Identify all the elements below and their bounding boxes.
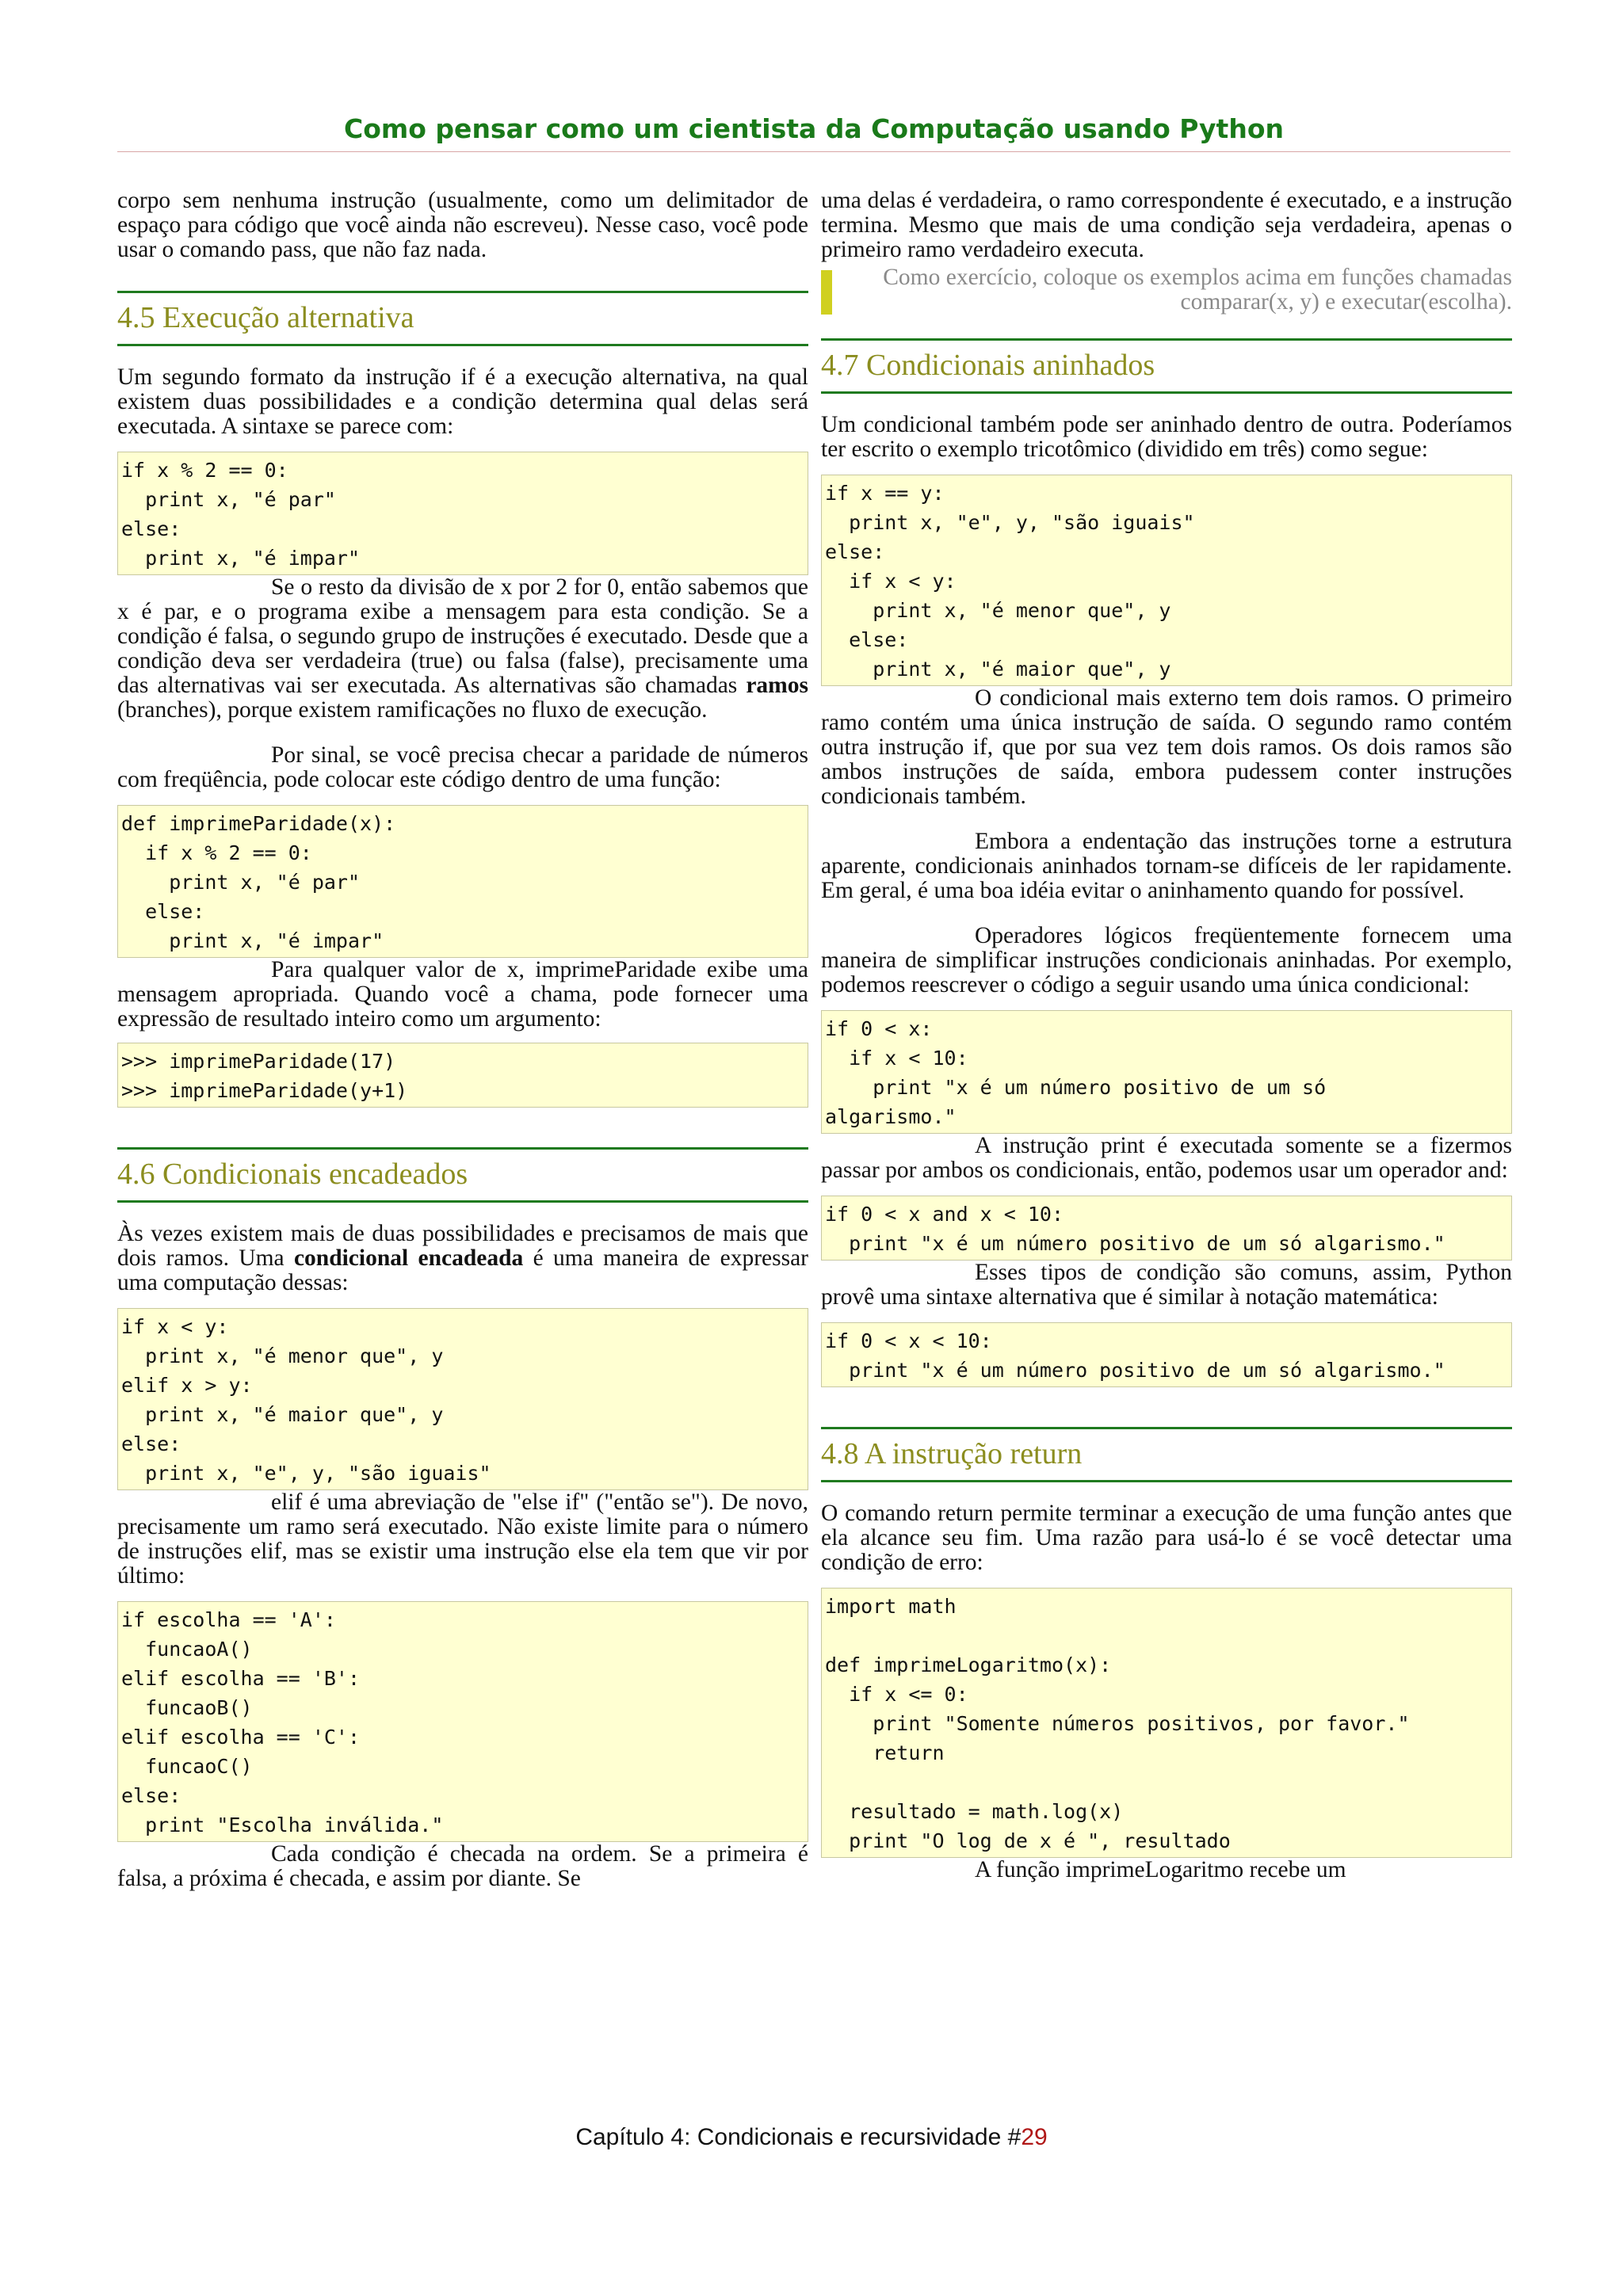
- code-line: print "x é um número positivo de um só algarismo.": [825, 1232, 1445, 1255]
- section-heading-4-7: [821, 338, 1512, 394]
- code-block: [117, 1043, 808, 1108]
- bold-term: condicional encadeada: [293, 1245, 524, 1271]
- paragraph: Embora a endentação das instruções torne a estrutura aparente, condicionais aninhados tornam-se difíceis de ler rapidamente. Em geral, é uma boa idéia evitar o aninhamento quando for possível.: [821, 829, 1512, 903]
- section-title: 4.8 A instrução return: [821, 1437, 1083, 1470]
- section-title: 4.7 Condicionais aninhados: [821, 349, 1155, 382]
- paragraph: uma delas é verdadeira, o ramo correspondente é executado, e a instrução termina. Mesmo que mais de uma condição seja verdadeira, apenas o primeiro ramo verdadeiro executa.: [821, 188, 1512, 262]
- page-footer: [0, 2124, 1623, 2151]
- code-line: elif escolha == 'B':: [121, 1667, 361, 1690]
- quote-bar: [821, 270, 832, 315]
- left-column: [117, 189, 808, 1891]
- code-line: if 0 < x and x < 10:: [825, 1203, 1064, 1226]
- code-line: print x, "é menor que", y: [121, 1344, 444, 1367]
- section-title: 4.6 Condicionais encadeados: [117, 1158, 468, 1191]
- page-number: 29: [1021, 2124, 1048, 2150]
- paragraph: [117, 1222, 808, 1295]
- code-line: if 0 < x:: [825, 1017, 933, 1040]
- code-line: [825, 1768, 1508, 1797]
- code-line: if x % 2 == 0:: [121, 459, 288, 482]
- paragraph: corpo sem nenhuma instrução (usualmente, como um delimitador de espaço para código que você ainda não escreveu). Nesse caso, você pode usar o comando pass, que não faz nada.: [117, 188, 808, 262]
- code-line: print "x é um número positivo de um só algarismo.": [825, 1359, 1445, 1382]
- code-line: print x, "é maior que", y: [825, 658, 1171, 681]
- code-line: print x, "é impar": [121, 929, 384, 952]
- paragraph: Por sinal, se você precisa checar a paridade de números com freqüência, pode colocar este código dentro de uma função:: [117, 742, 808, 792]
- code-line: algarismo.": [825, 1105, 957, 1128]
- text-span: Às vezes existem mais de duas possibilidades e precisamos de mais que dois ramos. Uma: [117, 1221, 808, 1271]
- code-block: [117, 1308, 808, 1490]
- paragraph: Operadores lógicos freqüentemente fornecem uma maneira de simplificar instruções condicionais aninhadas. Por exemplo, podemos reescrever o código a seguir usando uma única condicional:: [821, 923, 1512, 997]
- code-line: print x, "e", y, "são iguais": [121, 1462, 491, 1485]
- code-line: import math: [825, 1595, 957, 1618]
- paragraph: O condicional mais externo tem dois ramos. O primeiro ramo contém uma única instrução de saída. O segundo ramo contém outra instrução if, que por sua vez tem dois ramos. Os dois ramos são ambos instruções de saída, embora pudessem conter instruções condicionais também.: [821, 685, 1512, 809]
- code-line: elif x > y:: [121, 1374, 253, 1397]
- header-rule: [117, 151, 1510, 152]
- code-line: else:: [825, 540, 885, 563]
- paragraph: O comando return permite terminar a execução de uma função antes que ela alcance seu fim. Uma razão para usá-lo é se você detectar uma condição de erro:: [821, 1501, 1512, 1575]
- section-heading-4-6: [117, 1147, 808, 1203]
- footer-text: Capítulo 4: Condicionais e recursividade #: [575, 2124, 1022, 2150]
- code-block: [117, 1601, 808, 1842]
- paragraph: Um segundo formato da instrução if é a execução alternativa, na qual existem duas possibilidades e a condição determina qual delas será executada. A sintaxe se parece com:: [117, 364, 808, 439]
- code-line: resultado = math.log(x): [825, 1800, 1124, 1823]
- code-line: funcaoA(): [121, 1638, 253, 1661]
- paragraph: elif é uma abreviação de "else if" ("então se"). De novo, precisamente um ramo será executado. Não existe limite para o número de instruções elif, mas se existir uma instrução else ela tem que vir por último:: [117, 1489, 808, 1589]
- paragraph: A instrução print é executada somente se a fizermos passar por ambos os condicionais, então, podemos usar um operador and:: [821, 1133, 1512, 1183]
- code-line: print "x é um número positivo de um só: [825, 1076, 1327, 1099]
- exercise-text: Como exercício, coloque os exemplos acima em funções chamadas comparar(x, y) e executar(escolha).: [883, 265, 1512, 315]
- exercise-note: [821, 265, 1512, 315]
- code-line: print x, "e", y, "são iguais": [825, 511, 1195, 534]
- text-span: Se o resto da divisão de x por 2 for 0, então sabemos que x é par, e o programa exibe a mensagem para esta condição. Se a condição é falsa, o segundo grupo de instruções é executado. Desde que a condição deva ser verdadeira (true) ou falsa (false), precisamente uma das alternativas vai ser executada. As alternativas são chamadas: [117, 574, 808, 698]
- code-line: else:: [121, 1432, 181, 1455]
- section-heading-4-8: [821, 1427, 1512, 1482]
- code-line: def imprimeLogaritmo(x):: [825, 1653, 1112, 1676]
- paragraph: A função imprimeLogaritmo recebe um: [975, 1857, 1346, 1882]
- code-line: print "Somente números positivos, por favor.": [825, 1712, 1410, 1735]
- paragraph: Para qualquer valor de x, imprimeParidade exibe uma mensagem apropriada. Quando você a chama, pode fornecer uma expressão de resultado inteiro como um argumento:: [117, 957, 808, 1032]
- code-line: print x, "é par": [121, 488, 336, 511]
- code-block: [821, 1588, 1512, 1858]
- code-line: [825, 1621, 1508, 1650]
- code-line: print x, "é menor que", y: [825, 599, 1171, 622]
- code-line: if x <= 0:: [825, 1683, 968, 1706]
- code-line: else:: [825, 628, 909, 651]
- code-line: print x, "é impar": [121, 547, 361, 570]
- paragraph: Cada condição é checada na ordem. Se a primeira é falsa, a próxima é checada, e assim por diante. Se: [117, 1841, 808, 1891]
- code-line: if escolha == 'A':: [121, 1608, 336, 1631]
- code-line: if x < 10:: [825, 1047, 968, 1070]
- code-line: return: [825, 1741, 945, 1764]
- code-line: else:: [121, 900, 205, 923]
- code-line: funcaoC(): [121, 1755, 253, 1778]
- code-line: print x, "é par": [121, 871, 361, 894]
- code-block: [117, 452, 808, 575]
- code-line: if x == y:: [825, 482, 945, 505]
- right-column: [821, 189, 1512, 1882]
- code-line: if x % 2 == 0:: [121, 841, 312, 864]
- code-block: [821, 1010, 1512, 1134]
- code-block: [821, 475, 1512, 686]
- code-line: def imprimeParidade(x):: [121, 812, 396, 835]
- code-line: funcaoB(): [121, 1696, 253, 1719]
- code-line: if x < y:: [121, 1315, 229, 1338]
- code-line: if 0 < x < 10:: [825, 1329, 992, 1352]
- code-block: [821, 1322, 1512, 1387]
- paragraph: Esses tipos de condição são comuns, assim, Python provê uma sintaxe alternativa que é similar à notação matemática:: [821, 1260, 1512, 1310]
- section-heading-4-5: [117, 291, 808, 346]
- code-line: else:: [121, 1784, 181, 1807]
- code-line: >>> imprimeParidade(y+1): [121, 1079, 408, 1102]
- code-line: print "O log de x é ", resultado: [825, 1829, 1231, 1852]
- code-line: if x < y:: [825, 570, 957, 593]
- code-line: >>> imprimeParidade(17): [121, 1050, 396, 1073]
- code-block: [117, 805, 808, 958]
- code-line: elif escolha == 'C':: [121, 1726, 361, 1749]
- running-header: Como pensar como um cientista da Computação usando Python: [344, 113, 1284, 144]
- text-span: (branches), porque existem ramificações no fluxo de execução.: [117, 697, 708, 723]
- code-line: print "Escolha inválida.": [121, 1814, 444, 1836]
- paragraph: [117, 575, 808, 723]
- text-span: é uma maneira de expressar uma computação dessas:: [117, 1245, 808, 1295]
- section-title: 4.5 Execução alternativa: [117, 301, 414, 334]
- paragraph: Um condicional também pode ser aninhado dentro de outra. Poderíamos ter escrito o exemplo tricotômico (dividido em três) como segue:: [821, 412, 1512, 462]
- bold-term: ramos: [746, 673, 808, 698]
- code-line: print x, "é maior que", y: [121, 1403, 444, 1426]
- code-block: [821, 1196, 1512, 1261]
- code-line: else:: [121, 517, 181, 540]
